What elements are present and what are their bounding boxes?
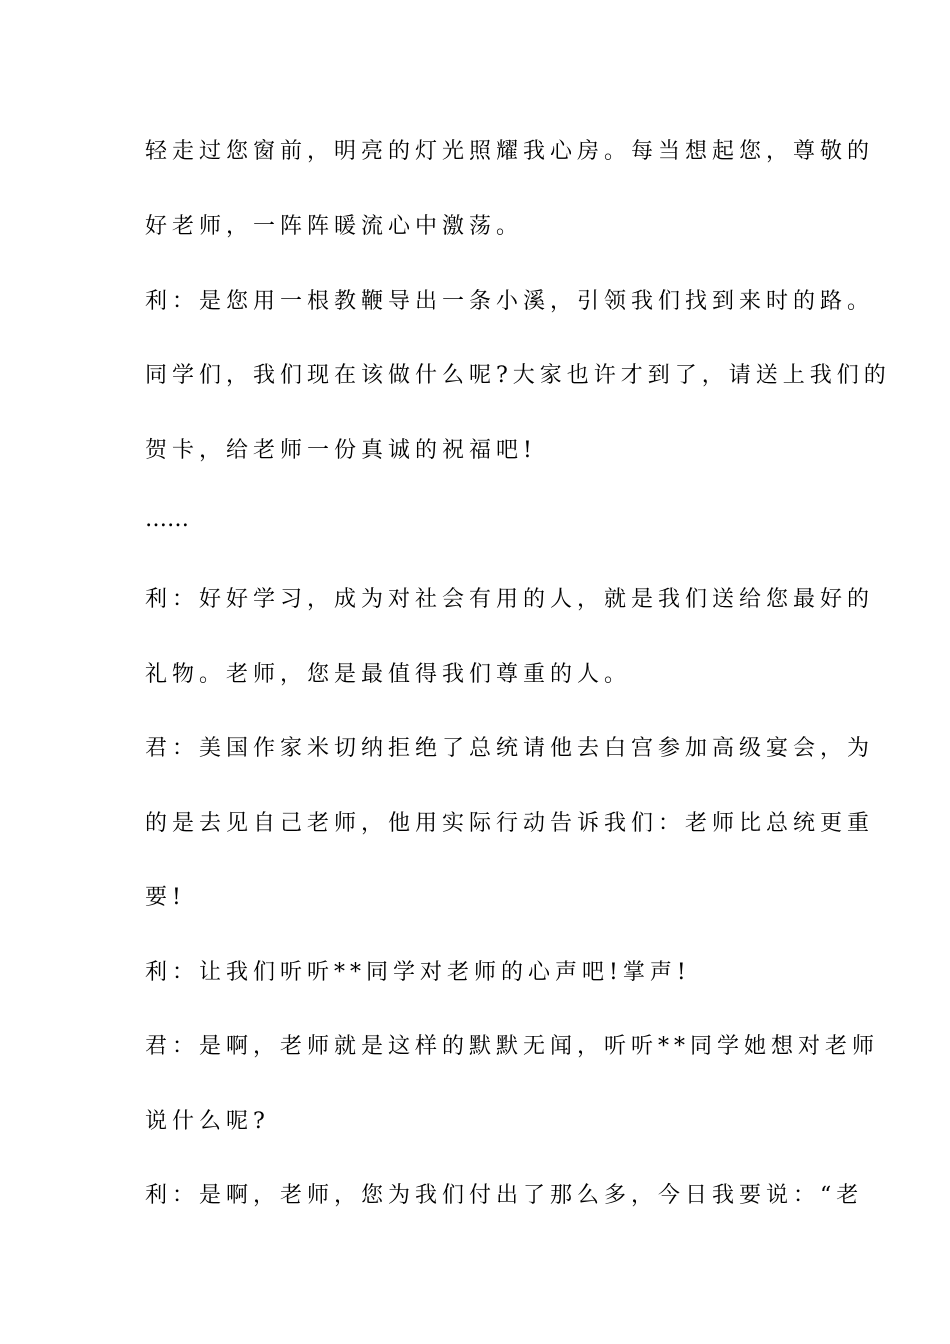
text-line: 的是去见自己老师，他用实际行动告诉我们：老师比总统更重 — [145, 811, 875, 836]
text-line: 同学们，我们现在该做什么呢?大家也许才到了，请送上我们的 — [145, 363, 891, 388]
text-line: 要! — [145, 885, 186, 910]
ellipsis-line: …… — [145, 507, 189, 532]
text-line: 说什么呢? — [145, 1109, 270, 1134]
text-line: 利：是您用一根教鞭导出一条小溪，引领我们找到来时的路。 — [145, 289, 875, 314]
text-line: 君：美国作家米切纳拒绝了总统请他去白宫参加高级宴会，为 — [145, 736, 875, 761]
text-line: 君：是啊，老师就是这样的默默无闻，听听**同学她想对老师 — [145, 1034, 880, 1059]
text-line: 好老师，一阵阵暖流心中激荡。 — [145, 214, 524, 239]
text-line: 轻走过您窗前，明亮的灯光照耀我心房。每当想起您，尊敬的 — [145, 139, 875, 164]
text-line: 贺卡，给老师一份真诚的祝福吧! — [145, 438, 537, 463]
text-line: 利：好好学习，成为对社会有用的人，就是我们送给您最好的 — [145, 587, 875, 612]
text-line: 利：让我们听听**同学对老师的心声吧!掌声! — [145, 960, 691, 985]
text-line: 利：是啊，老师，您为我们付出了那么多，今日我要说：“老 — [145, 1183, 864, 1208]
text-line: 礼物。老师，您是最值得我们尊重的人。 — [145, 662, 632, 687]
